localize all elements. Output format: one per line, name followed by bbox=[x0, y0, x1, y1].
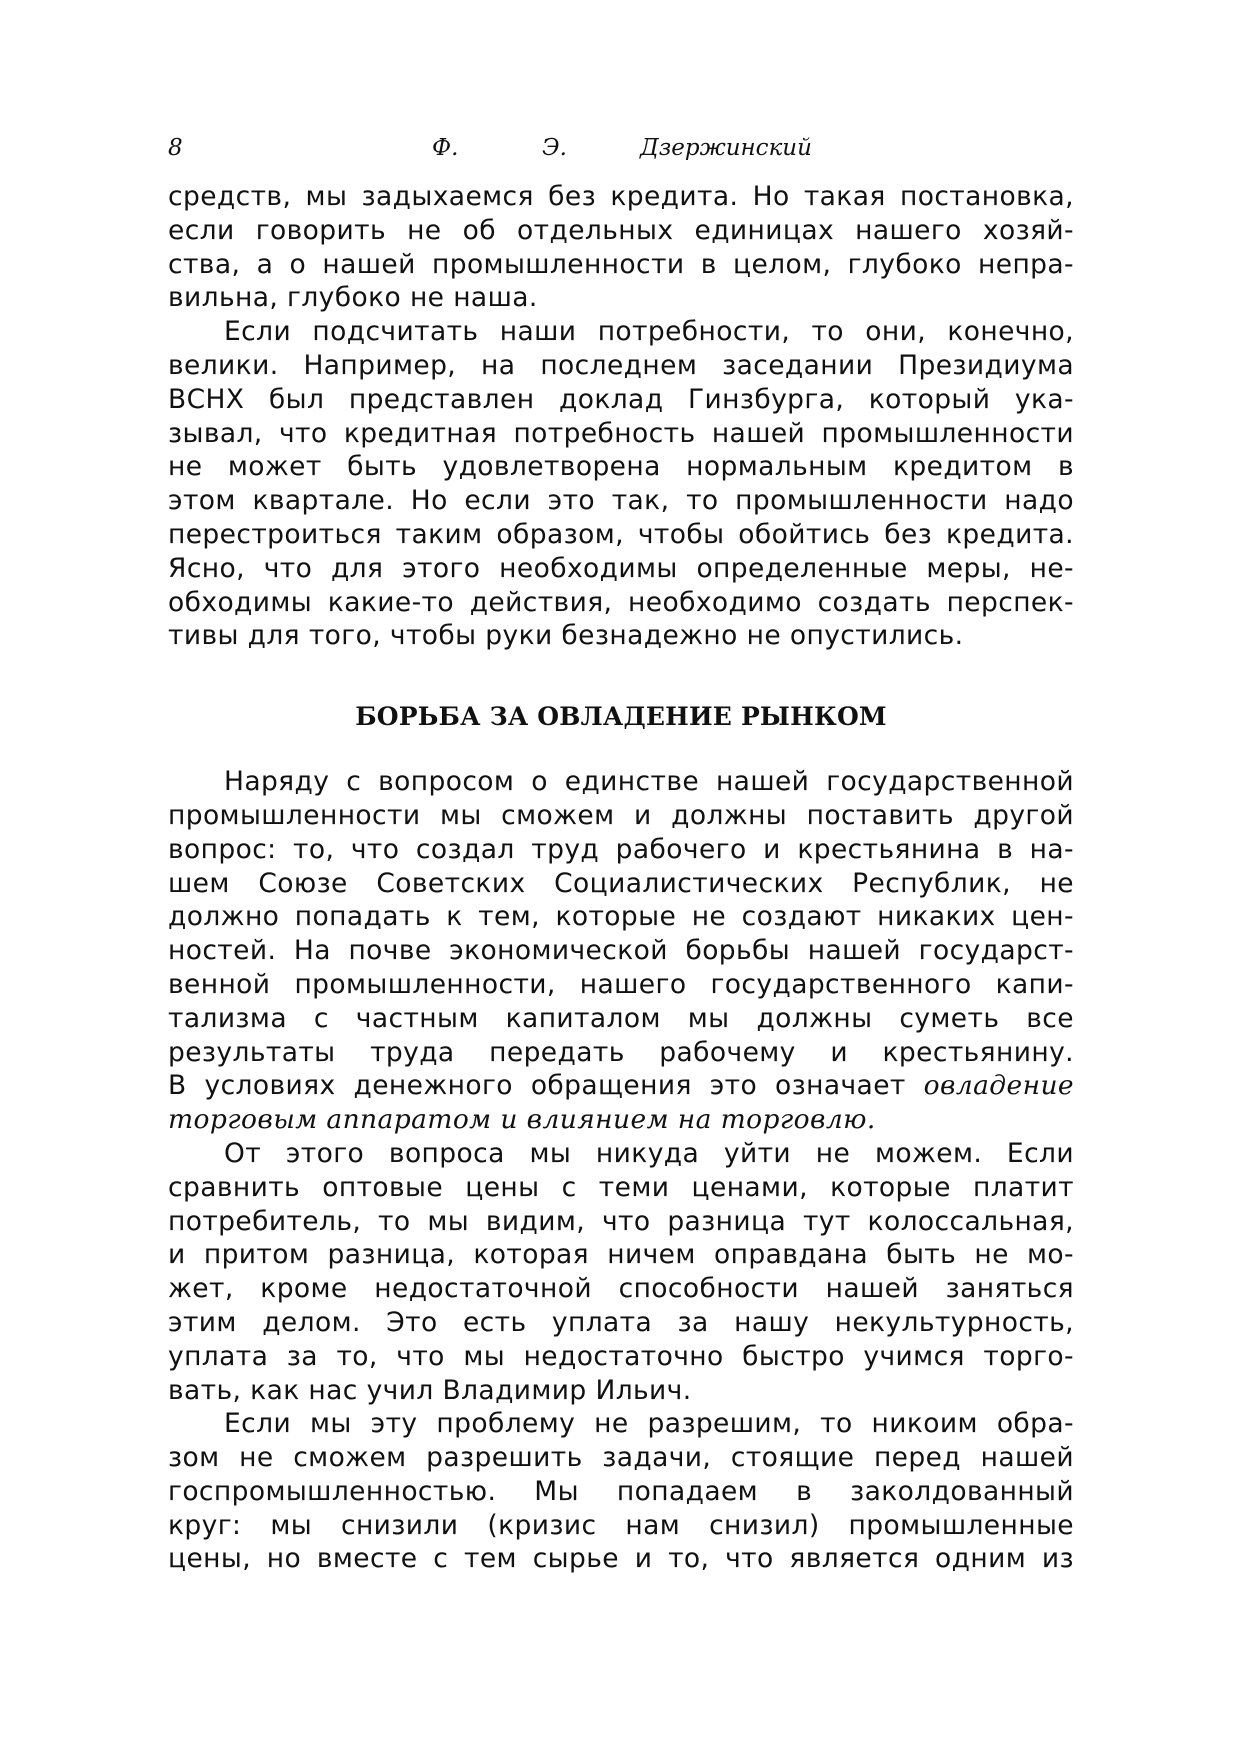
text-line: и притом разница, которая ничем оправдана быть не мо- bbox=[168, 1239, 1074, 1271]
text-line: круг: мы снизили (кризис нам снизил) промышленные bbox=[168, 1509, 1074, 1541]
paragraph-continuation bbox=[168, 180, 1074, 315]
text-line: вопрос: то, что создал труд рабочего и крестьянина в на- bbox=[168, 833, 1074, 865]
text-line: сравнить оптовые цены с теми ценами, которые платит bbox=[168, 1171, 1074, 1203]
emphasis-text: торговым аппаратом и влиянием на торговлю. bbox=[168, 1104, 876, 1136]
text-line: госпромышленностью. Мы попадаем в заколдованный bbox=[168, 1475, 1074, 1507]
text-line: ностей. На почве экономической борьбы нашей государст- bbox=[168, 935, 1074, 967]
paragraph bbox=[168, 1137, 1074, 1407]
text-line: Если мы эту проблему не разрешим, то никоим обра- bbox=[224, 1408, 1074, 1440]
text-line: венной промышленности, нашего государственного капи- bbox=[168, 968, 1074, 1000]
text-line: зом не сможем разрешить задачи, стоящие перед нашей bbox=[168, 1442, 1074, 1474]
text-line: От этого вопроса мы никуда уйти не можем. Если bbox=[224, 1137, 1074, 1169]
text-line: промышленности мы сможем и должны поставить другой bbox=[168, 799, 1074, 831]
paragraph bbox=[168, 315, 1074, 653]
text-line: средств, мы задыхаемся без кредита. Но такая постановка, bbox=[168, 181, 1074, 212]
paragraph bbox=[168, 765, 1074, 1137]
text-line: велики. Например, на последнем заседании Президиума bbox=[168, 349, 1074, 381]
text-line: тивы для того, чтобы руки безнадежно не опустились. bbox=[168, 620, 964, 652]
text-line: обходимы какие-то действия, необходимо создать перспек- bbox=[168, 586, 1074, 618]
text-line: уплата за то, что мы недостаточно быстро учимся торго- bbox=[168, 1340, 1074, 1372]
text-line: цены, но вместе с тем сырье и то, что является одним из bbox=[168, 1543, 1074, 1575]
text-line: не может быть удовлетворена нормальным кредитом в bbox=[168, 451, 1074, 483]
text-line: потребитель, то мы видим, что разница тут колоссальная, bbox=[168, 1205, 1074, 1237]
text-line: результаты труда передать рабочему и крестьянину. bbox=[168, 1036, 1074, 1068]
text-line: вать, как нас учил Владимир Ильич. bbox=[168, 1374, 692, 1406]
author-initial-first: Ф. bbox=[432, 135, 459, 161]
text-line: жет, кроме недостаточной способности нашей заняться bbox=[168, 1273, 1074, 1305]
text-line: шем Союзе Советских Социалистических Республик, не bbox=[168, 867, 1074, 899]
text-line: Ясно, что для этого необходимы определенные меры, не- bbox=[168, 552, 1074, 584]
text-line: Если подсчитать наши потребности, то они, конечно, bbox=[224, 316, 1074, 348]
author-initial-patronymic: Э. bbox=[542, 135, 567, 161]
running-head bbox=[168, 128, 1074, 168]
author-surname: Дзержинский bbox=[640, 135, 812, 161]
text-line: вильна, глубоко не наша. bbox=[168, 282, 538, 314]
text-line: Наряду с вопросом о единстве нашей государственной bbox=[224, 766, 1074, 798]
paragraph bbox=[168, 1407, 1074, 1576]
text-line: если говорить не об отдельных единицах нашего хозяй- bbox=[168, 214, 1074, 246]
text-line-mixed bbox=[168, 1069, 1074, 1103]
text-line: должно попадать к тем, которые не создают никаких цен- bbox=[168, 901, 1074, 933]
text-line: этим делом. Это есть уплата за нашу некультурность, bbox=[168, 1306, 1074, 1338]
page-number: 8 bbox=[168, 135, 183, 161]
emphasis-text: овладение bbox=[923, 1070, 1074, 1102]
text-line: тализма с частным капиталом мы должны суметь все bbox=[168, 1002, 1074, 1034]
section-heading: БОРЬБА ЗА ОВЛАДЕНИЕ РЫНКОМ bbox=[355, 702, 887, 732]
text-line: перестроиться таким образом, чтобы обойтись без кредита. bbox=[168, 518, 1074, 550]
text-line-italic bbox=[168, 1103, 1074, 1137]
book-page bbox=[168, 128, 1074, 1576]
text-line: этом квартале. Но если это так, то промышленности надо bbox=[168, 485, 1074, 517]
text-line: ства, а о нашей промышленности в целом, глубоко непра- bbox=[168, 248, 1074, 280]
text-line: ВСНХ был представлен доклад Гинзбурга, который ука- bbox=[168, 383, 1074, 415]
text-line: зывал, что кредитная потребность нашей промышленности bbox=[168, 417, 1074, 449]
text-run: В условиях денежного обращения это означает bbox=[168, 1070, 924, 1102]
